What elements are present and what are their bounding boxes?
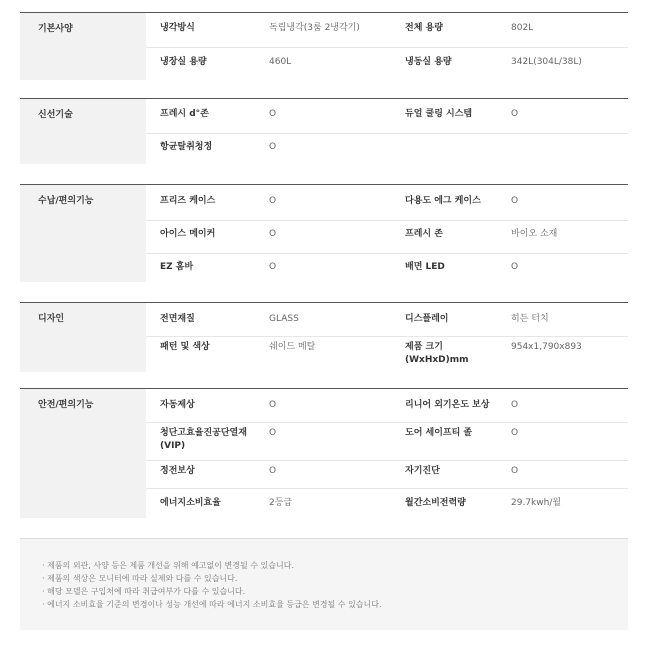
- spec-value: O: [269, 142, 277, 152]
- spec-row: [146, 399, 628, 423]
- spec-row: [146, 341, 628, 371]
- spec-value: O: [269, 428, 277, 438]
- section-safety-convenience: [20, 388, 628, 518]
- spec-label: 전체 용량: [405, 23, 443, 33]
- note-line: · 해당 모델은 구입처에 따라 취급여부가 다를 수 있습니다.: [42, 587, 246, 596]
- spec-value: O: [511, 466, 519, 476]
- spec-label: 패턴 및 색상: [160, 342, 210, 352]
- note-line: · 제품의 외관, 사양 등은 제품 개선을 위해 예고없이 변경될 수 있습니다.: [42, 561, 294, 570]
- spec-label: 항균탈취청정: [160, 142, 213, 152]
- spec-row: [146, 497, 628, 519]
- spec-label: 다용도 에그 케이스: [405, 196, 481, 206]
- section-storage-convenience: [20, 184, 628, 282]
- section-category: 수납/편의기능: [20, 185, 146, 282]
- spec-value: O: [511, 400, 519, 410]
- spec-value: 29.7kwh/월: [511, 498, 562, 508]
- spec-row: [146, 465, 628, 489]
- spec-label: 디스플레이: [405, 314, 449, 324]
- spec-value: O: [269, 262, 277, 272]
- spec-value: 954x1,790x893: [511, 342, 582, 352]
- spec-row: [146, 313, 628, 337]
- spec-value: O: [511, 262, 519, 272]
- spec-label: 리니어 외기온도 보상: [405, 400, 490, 410]
- spec-row: [146, 56, 628, 78]
- spec-label: 도어 세이프티 졸: [405, 428, 473, 438]
- spec-value: 바이오 소재: [511, 229, 558, 239]
- spec-label: 냉동실 용량: [405, 57, 452, 67]
- spec-label: 자기진단: [405, 466, 440, 476]
- spec-label: 듀얼 쿨링 시스템: [405, 109, 473, 119]
- spec-value: GLASS: [269, 314, 299, 324]
- section-category: 기본사양: [20, 13, 146, 80]
- spec-row: [146, 22, 628, 48]
- spec-label: 배면 LED: [405, 262, 445, 272]
- spec-row: [146, 108, 628, 134]
- spec-value: 342L(304L/38L): [511, 57, 582, 67]
- spec-label: 냉장실 용량: [160, 57, 207, 67]
- spec-value: 쉐이드 메탈: [269, 342, 316, 352]
- spec-value: O: [511, 196, 519, 206]
- note-line: · 에너지 소비효율 기준의 변경이나 성능 개선에 따라 에너지 소비효율 등급은 변경될 수 있습니다.: [42, 600, 382, 609]
- spec-value: 460L: [269, 57, 292, 67]
- spec-row: [146, 261, 628, 283]
- spec-value: O: [511, 428, 519, 438]
- spec-label: 에너지소비효율: [160, 498, 221, 508]
- spec-label: 프레시 d°존: [160, 109, 209, 119]
- spec-value: O: [269, 196, 277, 206]
- spec-label: 프리즈 케이스: [160, 196, 216, 206]
- spec-value: 2등급: [269, 498, 293, 508]
- spec-label: 프레시 존: [405, 229, 443, 239]
- spec-row: [146, 427, 628, 461]
- spec-value: 802L: [511, 23, 534, 33]
- spec-label: 청단고효율진공단열재 (VIP): [160, 428, 247, 451]
- spec-label: 자동제상: [160, 400, 195, 410]
- spec-label: 냉각방식: [160, 23, 195, 33]
- section-design: [20, 302, 628, 372]
- spec-label: 정전보상: [160, 466, 195, 476]
- spec-value: 독립냉각(3룸 2냉각기): [269, 23, 360, 33]
- spec-row: [146, 195, 628, 221]
- note-line: · 제품의 색상은 모니터에 따라 실제와 다를 수 있습니다.: [42, 574, 238, 583]
- spec-label: 제품 크기 (WxHxD)mm: [405, 342, 469, 365]
- spec-label: 전면재질: [160, 314, 195, 324]
- spec-value: 히든 터치: [511, 314, 549, 324]
- spec-value: O: [269, 400, 277, 410]
- disclaimer-notes: [20, 538, 628, 630]
- section-basic-specs: [20, 12, 628, 80]
- section-fresh-tech: [20, 98, 628, 164]
- spec-row: [146, 228, 628, 254]
- spec-row: [146, 141, 628, 163]
- spec-value: O: [269, 466, 277, 476]
- spec-label: EZ 홈바: [160, 262, 194, 272]
- section-category: 디자인: [20, 303, 146, 372]
- spec-value: O: [269, 229, 277, 239]
- spec-value: O: [511, 109, 519, 119]
- section-category: 신선기술: [20, 99, 146, 164]
- section-category: 안전/편의기능: [20, 389, 146, 518]
- spec-label: 월간소비전력량: [405, 498, 466, 508]
- spec-value: O: [269, 109, 277, 119]
- spec-label: 아이스 메이커: [160, 229, 216, 239]
